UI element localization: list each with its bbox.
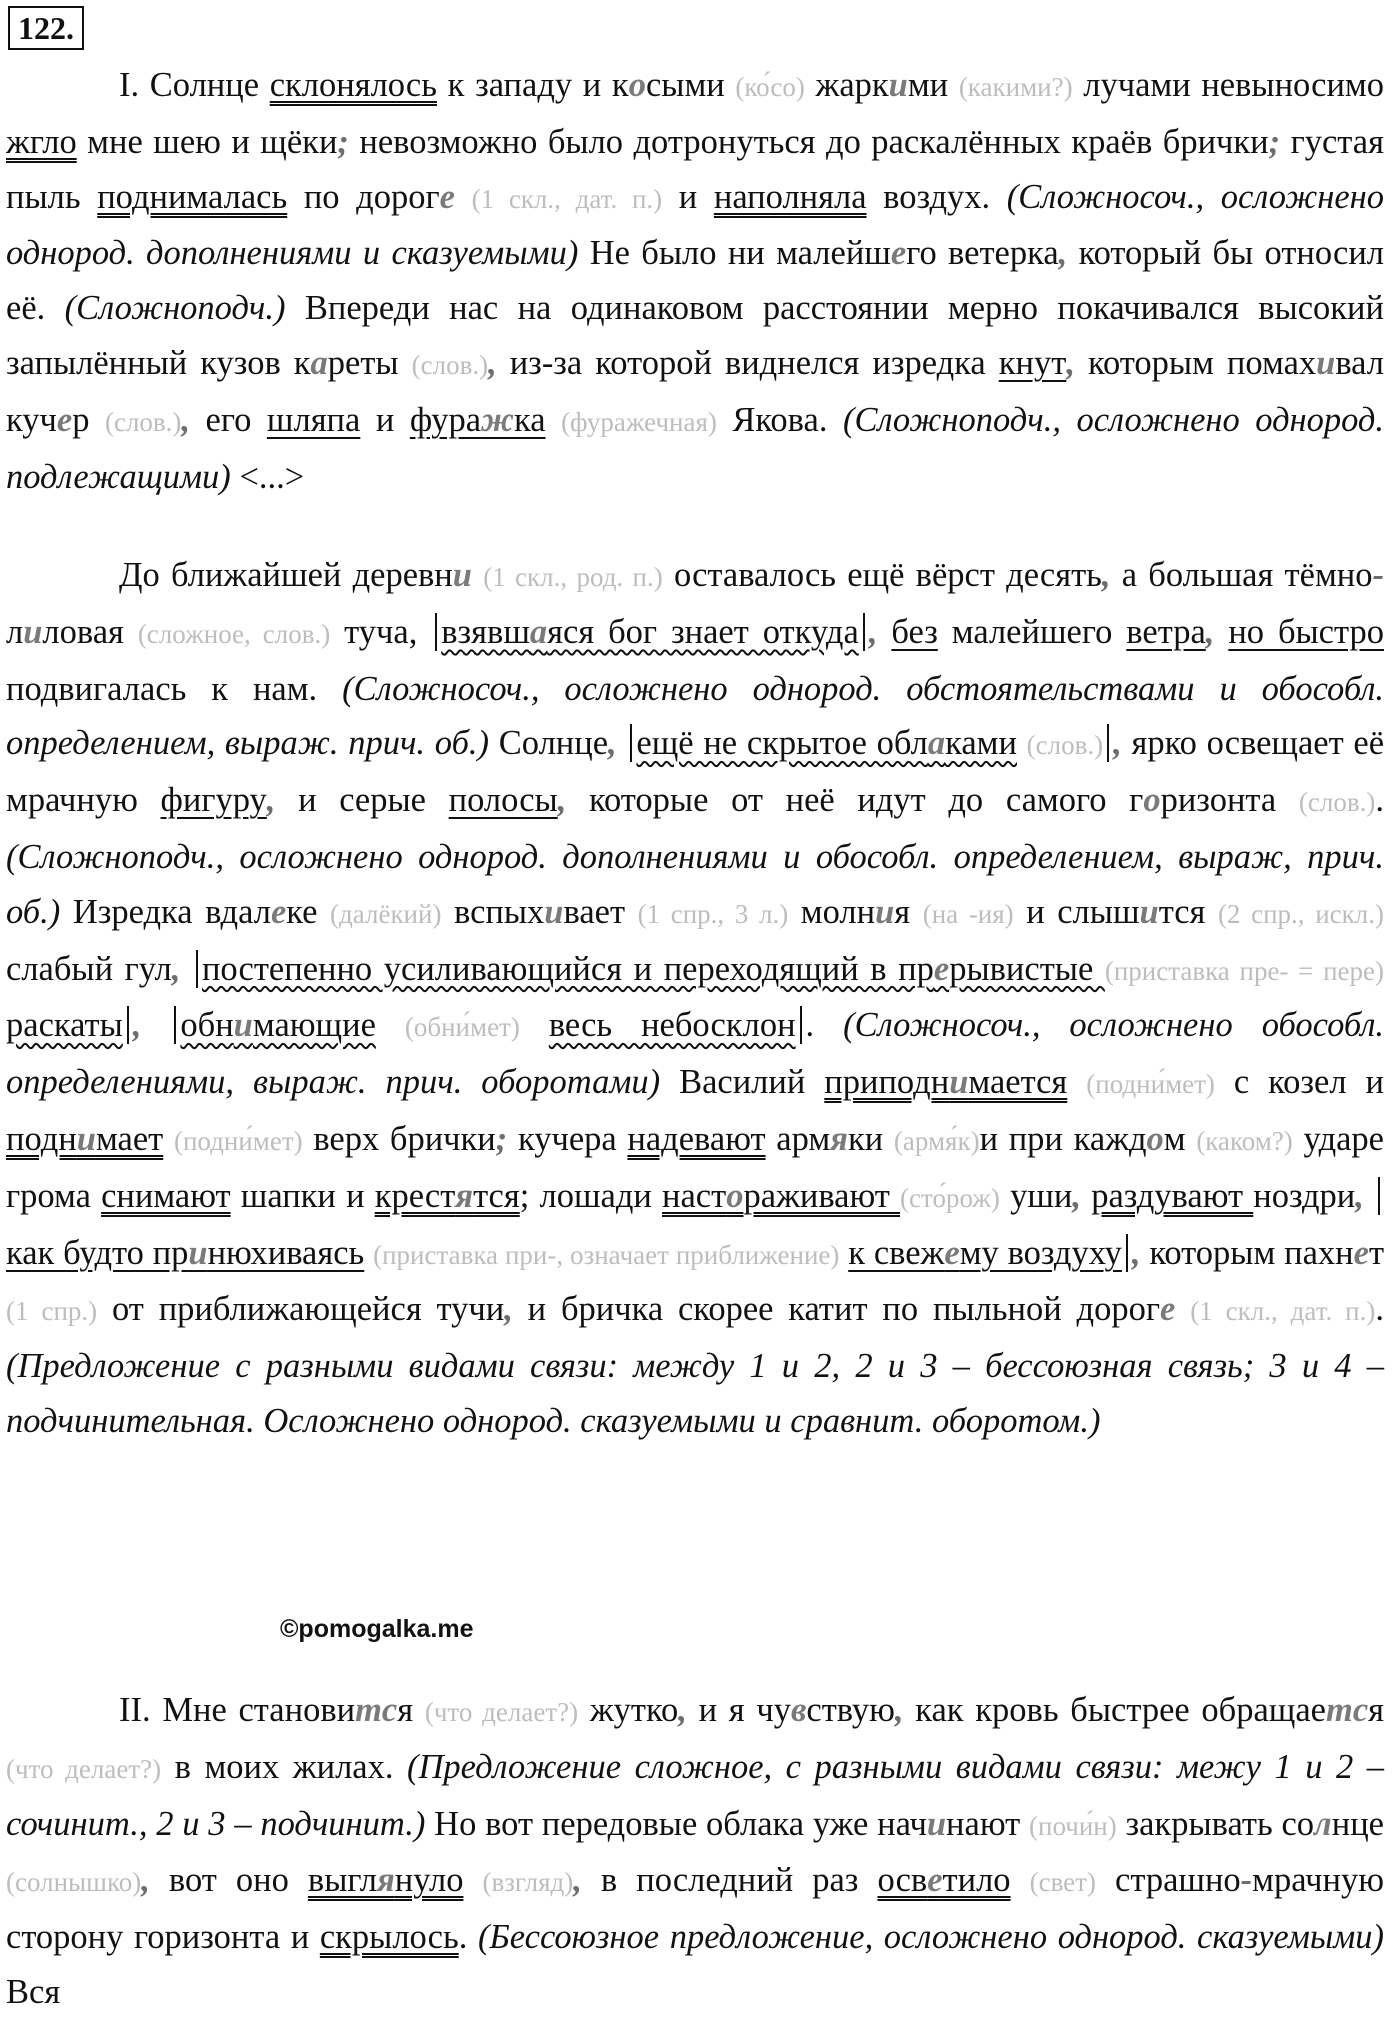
text-fragment: воздух.	[866, 177, 1007, 216]
spelling-letter: е	[270, 892, 287, 931]
text-fragment: .	[1375, 781, 1384, 820]
spelling-letter: а	[927, 724, 946, 763]
subject: шляпа	[266, 400, 361, 439]
text-fragment: раживают	[743, 1176, 901, 1215]
punctuation-mark: ,	[132, 1006, 142, 1045]
participle-boundary	[630, 724, 632, 762]
text-fragment: страшно	[1095, 1861, 1241, 1900]
text-fragment: жарк	[804, 66, 889, 104]
text-fragment: ; лошади	[519, 1176, 663, 1215]
spelling-letter: е	[944, 1233, 960, 1272]
spelling-hint: (что делает?)	[6, 1753, 162, 1784]
spelling-hint: (приставка пре- = пере)	[1104, 955, 1384, 986]
spelling-letter: и	[875, 892, 895, 931]
text-fragment	[1067, 1063, 1086, 1101]
text-fragment: и при кажд	[979, 1119, 1147, 1158]
text-fragment: взявш	[441, 612, 530, 651]
spelling-hint: (1 скл., дат. п.)	[471, 183, 663, 214]
text-fragment: р	[72, 400, 105, 439]
text-fragment: подвигалась к нам.	[6, 669, 343, 708]
analysis-note: (Предложение сложное, с разными видами связи: межу 1 и 2 – сочинит., 2 и 3 – подчинит.)	[6, 1747, 1385, 1843]
text-fragment: по дорог	[287, 177, 440, 216]
text-fragment: густая пыль	[6, 122, 1384, 216]
text-fragment: Не было ни малейш	[578, 234, 891, 273]
text-fragment: малейшего	[937, 612, 1127, 651]
spelling-letter: е	[56, 400, 73, 439]
analysis-note: (Сложносоч., осложнено обособл. определениями, выраж. прич. оборотами)	[6, 1006, 1385, 1102]
spelling-hint: (приставка при-, означает приближение)	[373, 1239, 840, 1270]
participial-phrase	[636, 724, 1017, 762]
punctuation-mark: ,	[1355, 1176, 1364, 1215]
text-fragment: подн	[6, 1119, 77, 1158]
text-fragment: оставалось ещё вёрст десять	[662, 556, 1102, 594]
text-fragment: туча,	[330, 612, 432, 651]
spelling-letter: и	[926, 1804, 947, 1843]
predicate: снимают	[101, 1176, 231, 1215]
spelling-hint: (сложное, слов.)	[137, 618, 331, 649]
predicate: поднималась	[97, 177, 288, 216]
text-fragment: Василий	[660, 1063, 825, 1102]
comparative-phrase	[848, 1234, 1122, 1272]
text-fragment: осв	[877, 1861, 928, 1900]
comparative-boundary	[1126, 1234, 1128, 1272]
punctuation-mark: ,	[1058, 234, 1068, 273]
punctuation-mark: ,	[1072, 1176, 1082, 1215]
punctuation-mark: ,	[1205, 612, 1215, 651]
predicate	[308, 1861, 464, 1899]
text-fragment: Вся	[6, 1972, 61, 2011]
text-fragment: нце	[1331, 1804, 1384, 1843]
text-fragment: постепенно усиливающийся и переходящий в пр	[201, 949, 934, 988]
text-fragment: нюхиваясь	[207, 1233, 365, 1272]
text-fragment: тся	[473, 1176, 520, 1215]
text-fragment: мрачную сторону горизонта и	[6, 1861, 1385, 1957]
punctuation-mark: ,	[488, 343, 497, 382]
spelling-hint: (1 скл., род. п.)	[483, 562, 663, 592]
text-fragment: Солнце	[489, 724, 609, 763]
text-fragment: яся бог знает откуда	[547, 612, 859, 651]
punctuation-mark: ,	[171, 949, 181, 988]
spelling-hint: (слов.)	[1298, 787, 1376, 818]
participle-boundary	[127, 1006, 129, 1044]
text-fragment: и слыш	[1013, 892, 1140, 931]
adverbial: но быстро	[1228, 612, 1384, 651]
predicate: склонялось	[269, 66, 437, 104]
text-fragment	[180, 950, 192, 988]
text-fragment	[463, 1861, 482, 1899]
text-fragment: Якова.	[716, 400, 843, 439]
text-fragment: как кровь быстрее обращае	[903, 1691, 1326, 1729]
text-fragment: арм	[765, 1119, 831, 1158]
spelling-hint: (армя́к)	[893, 1125, 980, 1156]
text-fragment: верх брички	[302, 1119, 496, 1158]
text-fragment: ярко освещает её мрачную	[6, 724, 1385, 820]
spelling-letter: я	[830, 1119, 848, 1158]
adverbial: ветра	[1126, 612, 1206, 651]
object: полосы	[448, 781, 558, 820]
text-fragment: в последний раз	[581, 1861, 878, 1900]
predicate	[877, 1861, 1010, 1899]
text-fragment	[1214, 613, 1228, 651]
spelling-letter: и	[949, 1063, 969, 1102]
participle-boundary	[1107, 724, 1109, 762]
text-fragment: которым пахн	[1140, 1233, 1354, 1272]
text-fragment: м	[1163, 1119, 1197, 1158]
text-fragment: ударе грома	[6, 1119, 1384, 1215]
text-fragment: к западу и к	[436, 66, 629, 104]
spelling-letter: и	[1139, 892, 1159, 931]
text-fragment: ствую	[806, 1691, 895, 1729]
text-fragment: его	[190, 400, 267, 439]
spelling-letter: я	[455, 1176, 474, 1215]
spelling-letter: и	[452, 556, 472, 594]
text-fragment	[455, 178, 472, 216]
predicate: раздувают	[1091, 1176, 1254, 1215]
text-fragment: мающие	[252, 1006, 376, 1045]
punctuation-mark: ;	[337, 122, 349, 161]
text-fragment: как будто пр	[6, 1233, 189, 1272]
spelling-hint: (ко́со)	[735, 72, 805, 102]
exercise-number: 122.	[8, 6, 84, 50]
text-fragment: .	[1375, 1290, 1385, 1329]
analysis-note: (Сложносоч., осложнено однород. дополнениями и сказуемыми)	[6, 177, 1385, 273]
text-fragment: шапки и	[230, 1176, 375, 1215]
text-fragment: Но вот передовые облака уже нач	[425, 1804, 927, 1843]
text-fragment: рывистые	[949, 949, 1105, 988]
spelling-letter: о	[1143, 781, 1161, 820]
text-fragment: ке	[286, 892, 331, 931]
text-fragment: и бричка скорее катит по пыльной дорог	[512, 1290, 1161, 1329]
spelling-letter: и	[76, 1119, 96, 1158]
predicate	[375, 1177, 520, 1215]
spelling-letter: и	[233, 1006, 253, 1045]
text-fragment: и	[360, 400, 410, 439]
spelling-hint: (подни́мет)	[173, 1125, 303, 1156]
spelling-letter: ж	[481, 400, 514, 439]
punctuation-mark: ,	[557, 781, 567, 820]
spelling-hint: (какими?)	[958, 72, 1073, 102]
text-fragment: вал куч	[6, 343, 1384, 439]
text-fragment: ещё не скрытое обл	[636, 724, 928, 763]
spelling-hint: (слов.)	[411, 349, 489, 380]
punctuation-mark: ,	[504, 1290, 513, 1329]
spelling-letter: я	[377, 1861, 395, 1900]
punctuation-mark: ,	[894, 1691, 904, 1729]
punctuation-mark: ,	[181, 400, 191, 439]
text-fragment: и я чу	[686, 1691, 791, 1729]
spelling-letter: е	[439, 177, 455, 216]
text-fragment: Впереди нас на одинаковом расстоянии мерно покачивался высокий запылённый кузов к	[6, 289, 1384, 382]
punctuation-mark: ,	[573, 1861, 582, 1900]
spelling-hint: (1 спр.)	[6, 1296, 98, 1327]
spelling-letter: тс	[1325, 1691, 1369, 1729]
text-fragment	[1175, 1290, 1190, 1328]
text-fragment: реты	[327, 343, 412, 382]
text-fragment: приподн	[824, 1063, 950, 1102]
spelling-letter: л	[1314, 1804, 1332, 1843]
text-fragment: .	[805, 1006, 844, 1045]
spelling-hint: (свет)	[1029, 1867, 1096, 1898]
text-fragment: тило	[942, 1861, 1011, 1900]
spelling-letter: е	[1160, 1290, 1176, 1329]
text-fragment: невозможно было дотронуться до раскалённых краёв брички	[348, 122, 1269, 161]
spelling-hint: (почи́н)	[1029, 1810, 1117, 1841]
punctuation-mark: ;	[1268, 122, 1281, 161]
text-fragment: нуло	[394, 1861, 464, 1900]
spelling-letter: е	[927, 1861, 943, 1900]
paragraph-3	[6, 1683, 1384, 2020]
text-fragment	[376, 1006, 405, 1044]
text-fragment: вспых	[441, 892, 545, 931]
analysis-note: (Сложноподч.)	[64, 289, 286, 328]
predicate	[6, 1120, 163, 1158]
text-fragment: сыми	[645, 66, 736, 104]
spelling-letter: е	[933, 949, 950, 988]
text-fragment: которым помах	[1074, 343, 1317, 382]
text-fragment: я	[397, 1691, 425, 1729]
text-fragment: тся	[1158, 892, 1218, 931]
predicate	[662, 1177, 900, 1215]
text-fragment: нают	[946, 1804, 1029, 1843]
text-fragment: .	[458, 1918, 478, 1957]
text-fragment: т	[1368, 1233, 1385, 1272]
text-fragment: ками	[945, 724, 1017, 763]
text-fragment: которые от неё идут до самого г	[566, 781, 1144, 820]
spelling-hint: (далёкий)	[330, 898, 442, 929]
text-fragment	[520, 1006, 549, 1044]
paragraph-1	[6, 58, 1384, 504]
spelling-hint: (слов.)	[104, 406, 182, 437]
spelling-hint: (каком?)	[1196, 1125, 1293, 1156]
participle-boundary	[863, 613, 865, 651]
punctuation-mark: ,	[678, 1691, 687, 1729]
text-fragment: мне шею и щёки	[76, 122, 338, 161]
spelling-hint: (1 спр., 3 л.)	[637, 898, 789, 929]
text-fragment: го ветерка	[906, 234, 1059, 273]
text-fragment: <...>	[230, 457, 305, 496]
comparative-boundary	[1378, 1177, 1380, 1215]
spelling-letter: и	[544, 892, 564, 931]
text-fragment: лучами невыносимо	[1072, 66, 1385, 104]
text-fragment: наст	[662, 1176, 727, 1215]
spelling-letter: е	[1353, 1233, 1369, 1272]
punctuation-mark: ,	[1101, 556, 1111, 594]
participle-boundary	[800, 1006, 802, 1044]
text-fragment: ноздри	[1253, 1176, 1356, 1215]
text-fragment: который бы относил её.	[6, 234, 1384, 328]
spelling-hint: (фуражечная)	[561, 406, 717, 437]
text-fragment: к свеж	[848, 1233, 945, 1272]
spelling-hint: (1 скл., дат. п.)	[1190, 1296, 1376, 1327]
text-fragment: обн	[180, 1006, 234, 1045]
text-fragment: и серые	[275, 781, 449, 820]
punctuation-mark: -	[1372, 556, 1384, 594]
text-fragment: ка	[513, 400, 546, 439]
predicate: наполняла	[713, 177, 867, 216]
text-fragment: I. Солнце	[119, 66, 270, 104]
object: фигуру	[160, 781, 267, 820]
spelling-hint: (взгляд)	[482, 1867, 574, 1898]
punctuation-mark: ;	[495, 1119, 508, 1158]
punctuation-mark: ,	[1131, 1233, 1141, 1272]
analysis-note: (Сложноподч., осложнено однород. дополнениями и обособл. определением, выраж, прич. об.)	[6, 837, 1384, 931]
text-fragment: закрывать со	[1116, 1804, 1315, 1843]
spelling-letter: тс	[355, 1691, 398, 1729]
text-fragment	[877, 613, 891, 651]
text-fragment: в моих жилах.	[161, 1747, 407, 1786]
spelling-letter: и	[188, 1233, 208, 1272]
spelling-hint: (2 спр., искл.)	[1217, 898, 1384, 929]
participle-boundary	[174, 1006, 176, 1044]
spelling-letter: о	[726, 1176, 744, 1215]
text-fragment: ризонта	[1160, 781, 1299, 820]
analysis-note: (Предложение с разными видами связи: между 1 и 2, 2 и 3 – бессоюзная связь; 3 и 4 – подчинительная. Осложнено однород. сказуемыми и сравнит. оборотом.)	[6, 1347, 1384, 1440]
punctuation-mark: ,	[868, 612, 878, 651]
text-fragment: мает	[95, 1119, 164, 1158]
text-fragment	[1017, 724, 1027, 762]
subject: кнут	[998, 343, 1067, 382]
text-fragment: ловая	[42, 612, 138, 651]
spelling-letter: о	[1146, 1119, 1164, 1158]
spelling-hint: (слов.)	[1026, 730, 1104, 761]
text-fragment: До ближайшей деревн	[119, 556, 453, 594]
subject	[410, 401, 546, 439]
spelling-letter: а	[529, 612, 548, 651]
text-fragment	[141, 1006, 170, 1044]
participial-phrase	[180, 1006, 376, 1044]
participle-boundary	[196, 950, 198, 988]
text-fragment: от приближающейся тучи	[97, 1290, 505, 1329]
participial-phrase: весь небосклон	[548, 1006, 796, 1045]
punctuation-mark: ,	[1113, 724, 1122, 763]
punctuation-mark: -	[1240, 1861, 1253, 1900]
analysis-note: (Бессоюзное предложение, осложнено однород. сказуемыми)	[477, 1918, 1384, 1957]
participle-boundary	[435, 613, 437, 651]
text-fragment	[163, 1120, 174, 1158]
punctuation-mark: ,	[141, 1861, 150, 1900]
text-fragment: фура	[409, 400, 482, 439]
text-fragment: а большая тёмно	[1110, 556, 1373, 594]
text-fragment: я	[1368, 1691, 1385, 1729]
text-fragment: молн	[788, 892, 876, 931]
spelling-letter: и	[888, 66, 908, 104]
text-fragment: вает	[563, 892, 638, 931]
spelling-hint: (на -ия)	[922, 898, 1014, 929]
spelling-hint: (солнышко)	[6, 1867, 142, 1898]
spelling-hint: (что делает?)	[424, 1697, 579, 1727]
text-fragment	[1364, 1177, 1374, 1215]
text-fragment	[1011, 1861, 1030, 1899]
punctuation-mark: ,	[266, 781, 276, 820]
text-fragment	[1081, 1177, 1091, 1215]
adverbial: без	[891, 612, 938, 651]
text-fragment: ми	[907, 66, 959, 104]
spelling-letter: и	[23, 612, 43, 651]
participial-phrase	[202, 950, 1105, 988]
text-fragment: слабый гул	[6, 949, 172, 988]
text-fragment: я	[894, 892, 923, 931]
predicate: жгло	[6, 122, 77, 161]
text-fragment	[546, 401, 562, 439]
spelling-letter: а	[310, 343, 328, 382]
text-fragment: л	[6, 612, 24, 651]
text-fragment: му воздуху	[959, 1233, 1122, 1272]
text-fragment: ки	[847, 1119, 894, 1158]
text-fragment: Изредка вдал	[60, 892, 271, 931]
spelling-hint: (подни́мет)	[1086, 1069, 1215, 1100]
text-fragment	[617, 724, 627, 762]
participial-phrase: раскаты	[6, 1006, 123, 1045]
spelling-letter: е	[890, 234, 907, 273]
spelling-letter: и	[1316, 343, 1336, 382]
watermark: ©pomogalka.me	[280, 1615, 474, 1643]
participial-phrase	[441, 613, 859, 651]
text-fragment: выгл	[307, 1861, 377, 1900]
analysis-note: (Сложносоч., осложнено однород. обстоятельствами и обособл. определением, выраж. прич. об.)	[6, 669, 1384, 763]
predicate: скрылось	[319, 1918, 459, 1957]
punctuation-mark: ,	[1066, 343, 1075, 382]
analysis-note: (Сложноподч., осложнено однород. подлежащими)	[6, 400, 1385, 496]
punctuation-mark: ,	[608, 724, 617, 763]
spelling-hint: (обни́мет)	[404, 1012, 520, 1043]
text-fragment	[472, 556, 483, 594]
predicate	[824, 1063, 1067, 1101]
predicate: надевают	[627, 1119, 766, 1158]
text-fragment: кучера	[507, 1119, 628, 1158]
text-fragment: жутко	[578, 1691, 679, 1729]
text-fragment: с козел и	[1214, 1063, 1385, 1102]
text-fragment	[839, 1234, 848, 1272]
spelling-letter: о	[628, 66, 646, 104]
text-fragment	[364, 1234, 373, 1272]
text-fragment: и	[662, 177, 714, 216]
text-fragment: II. Мне станови	[119, 1691, 356, 1729]
spelling-letter: в	[790, 1691, 807, 1729]
text-fragment: мается	[968, 1063, 1068, 1102]
paragraph-2	[6, 548, 1384, 1449]
text-fragment: вот оно	[149, 1861, 308, 1900]
comparative-phrase	[6, 1234, 364, 1272]
text-fragment: уши	[999, 1176, 1073, 1215]
spelling-hint: (сто́рож)	[900, 1182, 1000, 1213]
text-fragment: из-за которой виднелся изредка	[496, 343, 999, 382]
text-fragment: крест	[374, 1176, 456, 1215]
